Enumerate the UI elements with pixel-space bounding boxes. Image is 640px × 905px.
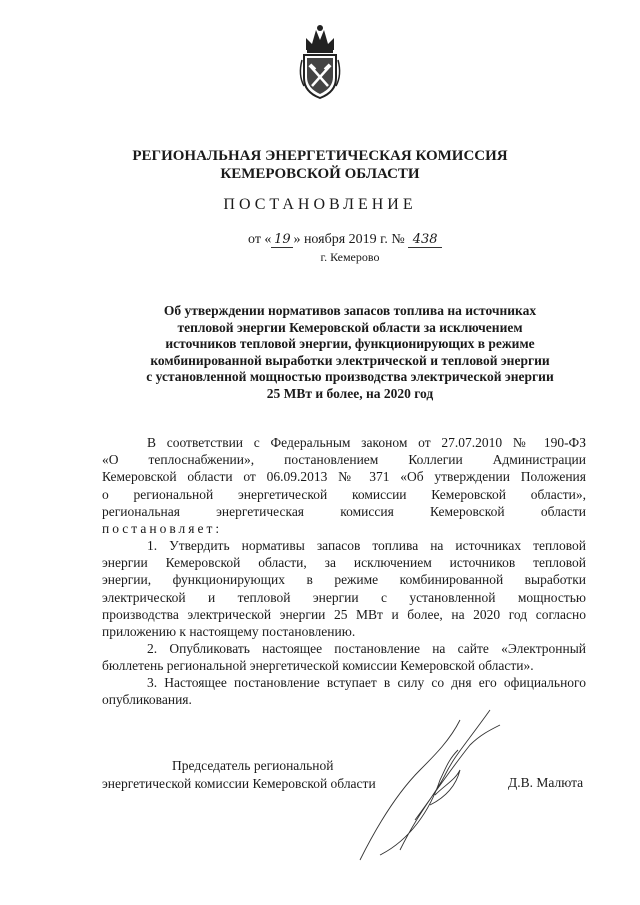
- preamble-line: о региональной энергетической комиссии Кемеровской области»,: [102, 486, 586, 502]
- preamble-line: «О теплоснабжении», постановлением Коллегии Администрации: [102, 452, 586, 468]
- subject-line: Об утверждении нормативов запасов топлива на источниках: [163, 303, 537, 318]
- subject-line: комбинированной выработки электрической и тепловой энергии: [150, 352, 550, 368]
- org-name-line1: РЕГИОНАЛЬНАЯ ЭНЕРГЕТИЧЕСКАЯ КОМИССИЯ: [132, 148, 508, 164]
- city: г. Кемерово: [320, 250, 380, 264]
- coat-of-arms-emblem: [296, 20, 344, 104]
- document-subject: [120, 303, 580, 402]
- item-line: энергии, функционирующих в режиме комбинированной выработки: [102, 572, 586, 588]
- item-line: 1. Утвердить нормативы запасов топлива на источниках тепловой: [147, 538, 586, 553]
- subject-line: тепловой энергии Кемеровской области за исключением: [177, 319, 523, 335]
- subject-line: с установленной мощностью производства электрической энергии: [146, 369, 554, 384]
- document-title: ПОСТАНОВЛЕНИЕ: [223, 196, 417, 213]
- document-number: 438: [408, 232, 442, 248]
- signatory-title-line1: Председатель региональной: [172, 758, 334, 773]
- org-name-line2: КЕМЕРОВСКОЙ ОБЛАСТИ: [220, 166, 420, 182]
- preamble-line: региональная энергетическая комиссия Кемеровской области: [102, 503, 586, 519]
- date-line: [248, 232, 442, 248]
- preamble-line: Кемеровской области от 06.09.2013 № 371 «Об утверждении Положения: [102, 469, 586, 485]
- subject-line: источников тепловой энергии, функционирующих в режиме: [165, 336, 535, 351]
- item-line: 2. Опубликовать настоящее постановление на сайте «Электронный: [147, 641, 586, 656]
- item-text: производства электрической энергии 25 МВт и более, на 2020 год согласно приложению к настоящему постановлению.: [102, 606, 586, 640]
- resolves-word: постановляет:: [102, 521, 223, 537]
- item-text: опубликования.: [102, 692, 192, 708]
- signatory-name: Д.В. Малюта: [508, 775, 584, 790]
- item-text: бюллетень региональной энергетической комиссии Кемеровской области».: [102, 658, 534, 674]
- signatory-title-line2: энергетической комиссии Кемеровской области: [102, 776, 376, 791]
- preamble: [102, 434, 586, 537]
- item-line: энергии Кемеровской области, за исключением источников тепловой: [102, 555, 586, 571]
- handwritten-signature: [340, 700, 530, 870]
- item-line: электрической и тепловой энергии с установленной мощностью: [102, 589, 586, 605]
- date-prefix: от «: [248, 232, 272, 247]
- preamble-line: В соответствии с Федеральным законом от 27.07.2010 № 190-ФЗ: [147, 435, 586, 450]
- signatory-title: [102, 757, 376, 793]
- item-2: [102, 640, 586, 674]
- date-day: 19: [271, 232, 293, 248]
- item-1: [102, 537, 586, 640]
- subject-line: 25 МВт и более, на 2020 год: [266, 385, 434, 401]
- item-line: 3. Настоящее постановление вступает в силу со дня его официального: [147, 675, 586, 690]
- date-middle: » ноября 2019 г. №: [293, 232, 405, 247]
